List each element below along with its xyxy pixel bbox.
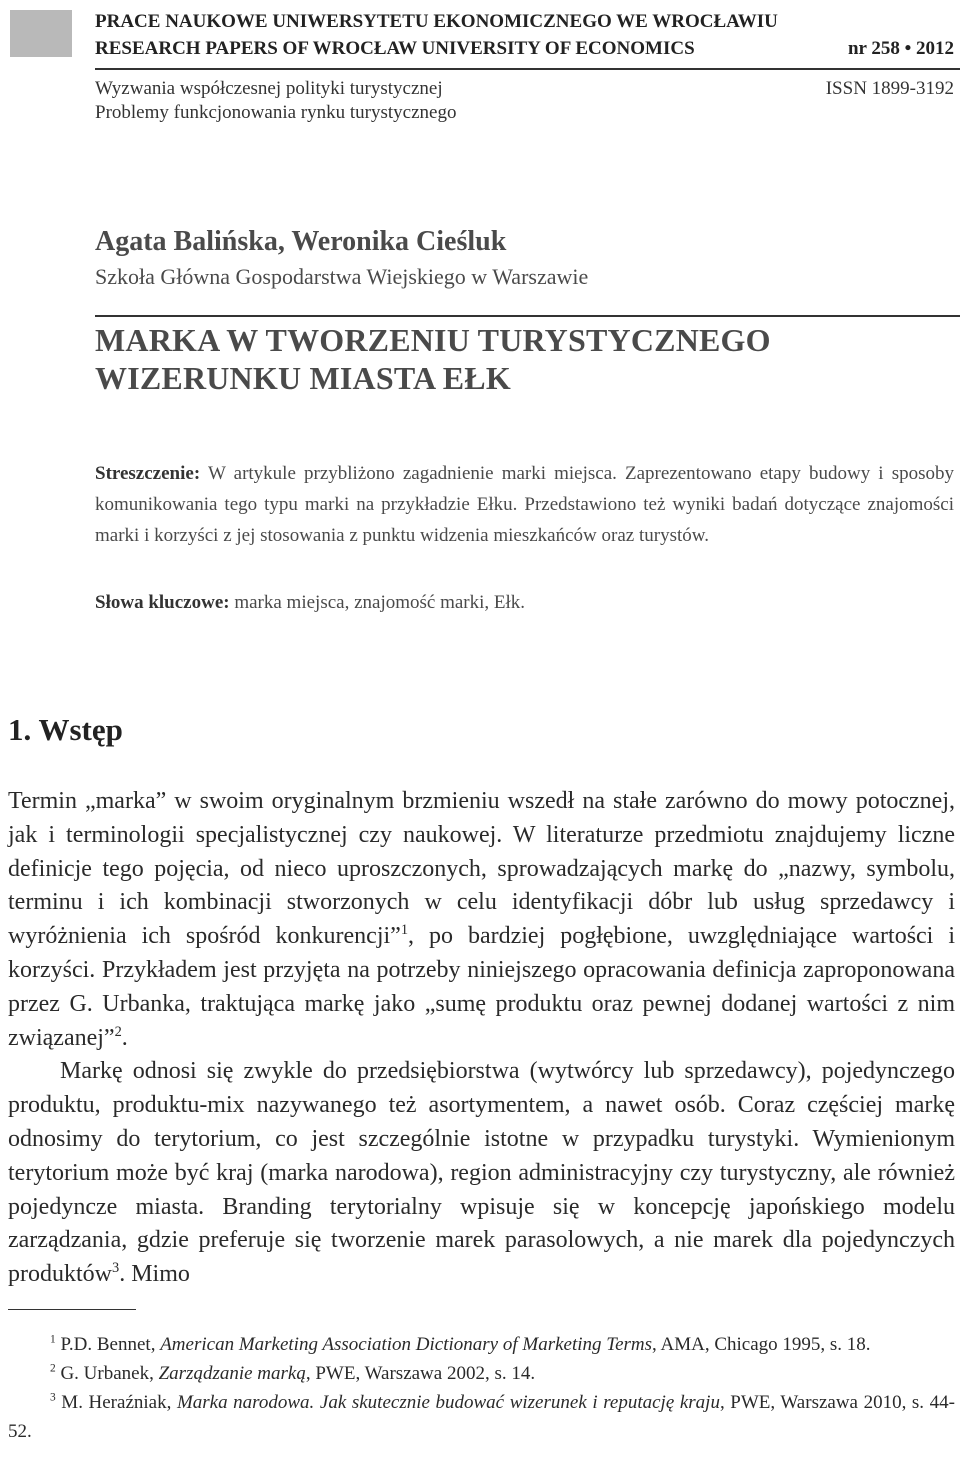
section-body bbox=[8, 785, 955, 1292]
footnote-ref-2[interactable]: 2 bbox=[114, 1023, 122, 1040]
paragraph-1-part-b: , po bardziej pogłębione, uwzględniające wartości i korzyści. Przykładem jest przyjęta na potrzeby niniejszego opracowania definicja zaproponowana przez G. Urbanka, traktująca markę jako „sumę produktu oraz pewnej dodanej wartości z nim związanej” bbox=[8, 923, 955, 1051]
footnote-text: , AMA, Chicago 1995, s. 18. bbox=[652, 1334, 871, 1355]
header-divider bbox=[95, 68, 960, 70]
series-title-2: Problemy funkcjonowania rynku turystycznego bbox=[95, 102, 457, 123]
paragraph-2-part-b: . Mimo bbox=[119, 1261, 190, 1288]
section-heading: 1. Wstęp bbox=[8, 712, 123, 747]
footnote-italic-title: Zarządzanie marką bbox=[158, 1363, 306, 1384]
footnote-italic-title: American Marketing Association Dictionary of Marketing Terms bbox=[160, 1334, 653, 1355]
keywords bbox=[95, 592, 525, 614]
footnote-divider bbox=[8, 1309, 136, 1310]
article-title-line-1: MARKA W TWORZENIU TURYSTYCZNEGO bbox=[95, 322, 771, 358]
footnote-italic-title: Marka narodowa. Jak skutecznie budować wizerunek i reputację kraju bbox=[176, 1392, 720, 1413]
author-affiliation: Szkoła Główna Gospodarstwa Wiejskiego w Warszawie bbox=[95, 264, 589, 289]
issn: ISSN 1899-3192 bbox=[825, 78, 954, 99]
journal-name-english: RESEARCH PAPERS OF WROCŁAW UNIVERSITY OF ECONOMICS bbox=[95, 38, 695, 59]
paragraph-1-part-c: . bbox=[121, 1024, 128, 1051]
footnote-ref-1[interactable]: 1 bbox=[400, 922, 409, 939]
footnote-text: , PWE, Warszawa 2002, s. 14. bbox=[305, 1363, 536, 1384]
footnotes bbox=[8, 1330, 955, 1446]
footnote-3 bbox=[8, 1388, 955, 1446]
journal-logo-block bbox=[10, 10, 72, 57]
keywords-label: Słowa kluczowe: bbox=[95, 592, 230, 613]
article-authors: Agata Balińska, Weronika Cieśluk bbox=[95, 226, 507, 257]
issue-number: nr 258 • 2012 bbox=[847, 38, 954, 59]
title-divider bbox=[95, 315, 960, 317]
paragraph-2-part-a: Markę odnosi się zwykle do przedsiębiorstwa (wytwórcy lub sprzedawcy), pojedynczego produktu, produktu-mix nazywanego też asortymentem, a nawet osób. Coraz częściej markę odnosimy do terytorium, co jest szczególnie istotne w przypadku turystyki. Wymienionym terytorium może być kraj (marka narodowa), region administracyjny czy turystyczny, ale również pojedyncze miasta. Branding terytorialny wpisuje się w koncepcję japońskiego modelu zarządzania, gdzie preferuje się tworzenie marek parasolowych, a nie marek dla pojedynczych produktów bbox=[8, 1058, 955, 1288]
abstract-label: Streszczenie: bbox=[95, 463, 201, 484]
footnote-text: G. Urbanek, bbox=[55, 1363, 159, 1384]
footnote-text: P.D. Bennet, bbox=[55, 1334, 161, 1355]
series-title-1: Wyzwania współczesnej polityki turystycznej bbox=[95, 78, 443, 99]
abstract bbox=[95, 458, 954, 551]
footnote-number: 1 bbox=[50, 1333, 56, 1346]
paragraph-1 bbox=[8, 785, 955, 1055]
footnote-text: M. Heraźniak, bbox=[55, 1392, 177, 1413]
footnote-text: , PWE, Warszawa 2010, s. 44-52. bbox=[8, 1392, 955, 1442]
article-title-line-2: WIZERUNKU MIASTA EŁK bbox=[95, 360, 511, 396]
footnote-number: 3 bbox=[50, 1391, 56, 1404]
paragraph-1-part-a: Termin „marka” w swoim oryginalnym brzmieniu wszedł na stałe zarówno do mowy potocznej, jak i terminologii specjalistycznej czy naukowej. W literaturze przedmiotu znajdujemy liczne definicje tego pojęcia, od nieco uproszczonych, sprowadzających markę do „nazwy, symbolu, terminu i ich kombinacji stworzonych w celu identyfikacji dóbr lub usług sprzedawcy i wyróżnienia ich spośród konkurencji” bbox=[8, 788, 955, 950]
footnote-ref-3[interactable]: 3 bbox=[112, 1260, 120, 1277]
paragraph-2 bbox=[8, 1055, 955, 1292]
footnote-2 bbox=[8, 1359, 955, 1388]
footnote-number: 2 bbox=[50, 1362, 56, 1375]
abstract-text: W artykule przybliżono zagadnienie marki miejsca. Zaprezentowano etapy budowy i sposoby komunikowania tego typu marki na przykładzie Ełku. Przedstawiono też wyniki badań dotyczące znajomości marki i korzyści z jej stosowania z punktu widzenia mieszkańców oraz turystów. bbox=[95, 463, 954, 546]
keywords-text: marka miejsca, znajomość marki, Ełk. bbox=[234, 592, 526, 613]
footnote-1 bbox=[8, 1330, 955, 1359]
journal-name-polish: PRACE NAUKOWE UNIWERSYTETU EKONOMICZNEGO WE WROCŁAWIU bbox=[95, 11, 778, 32]
